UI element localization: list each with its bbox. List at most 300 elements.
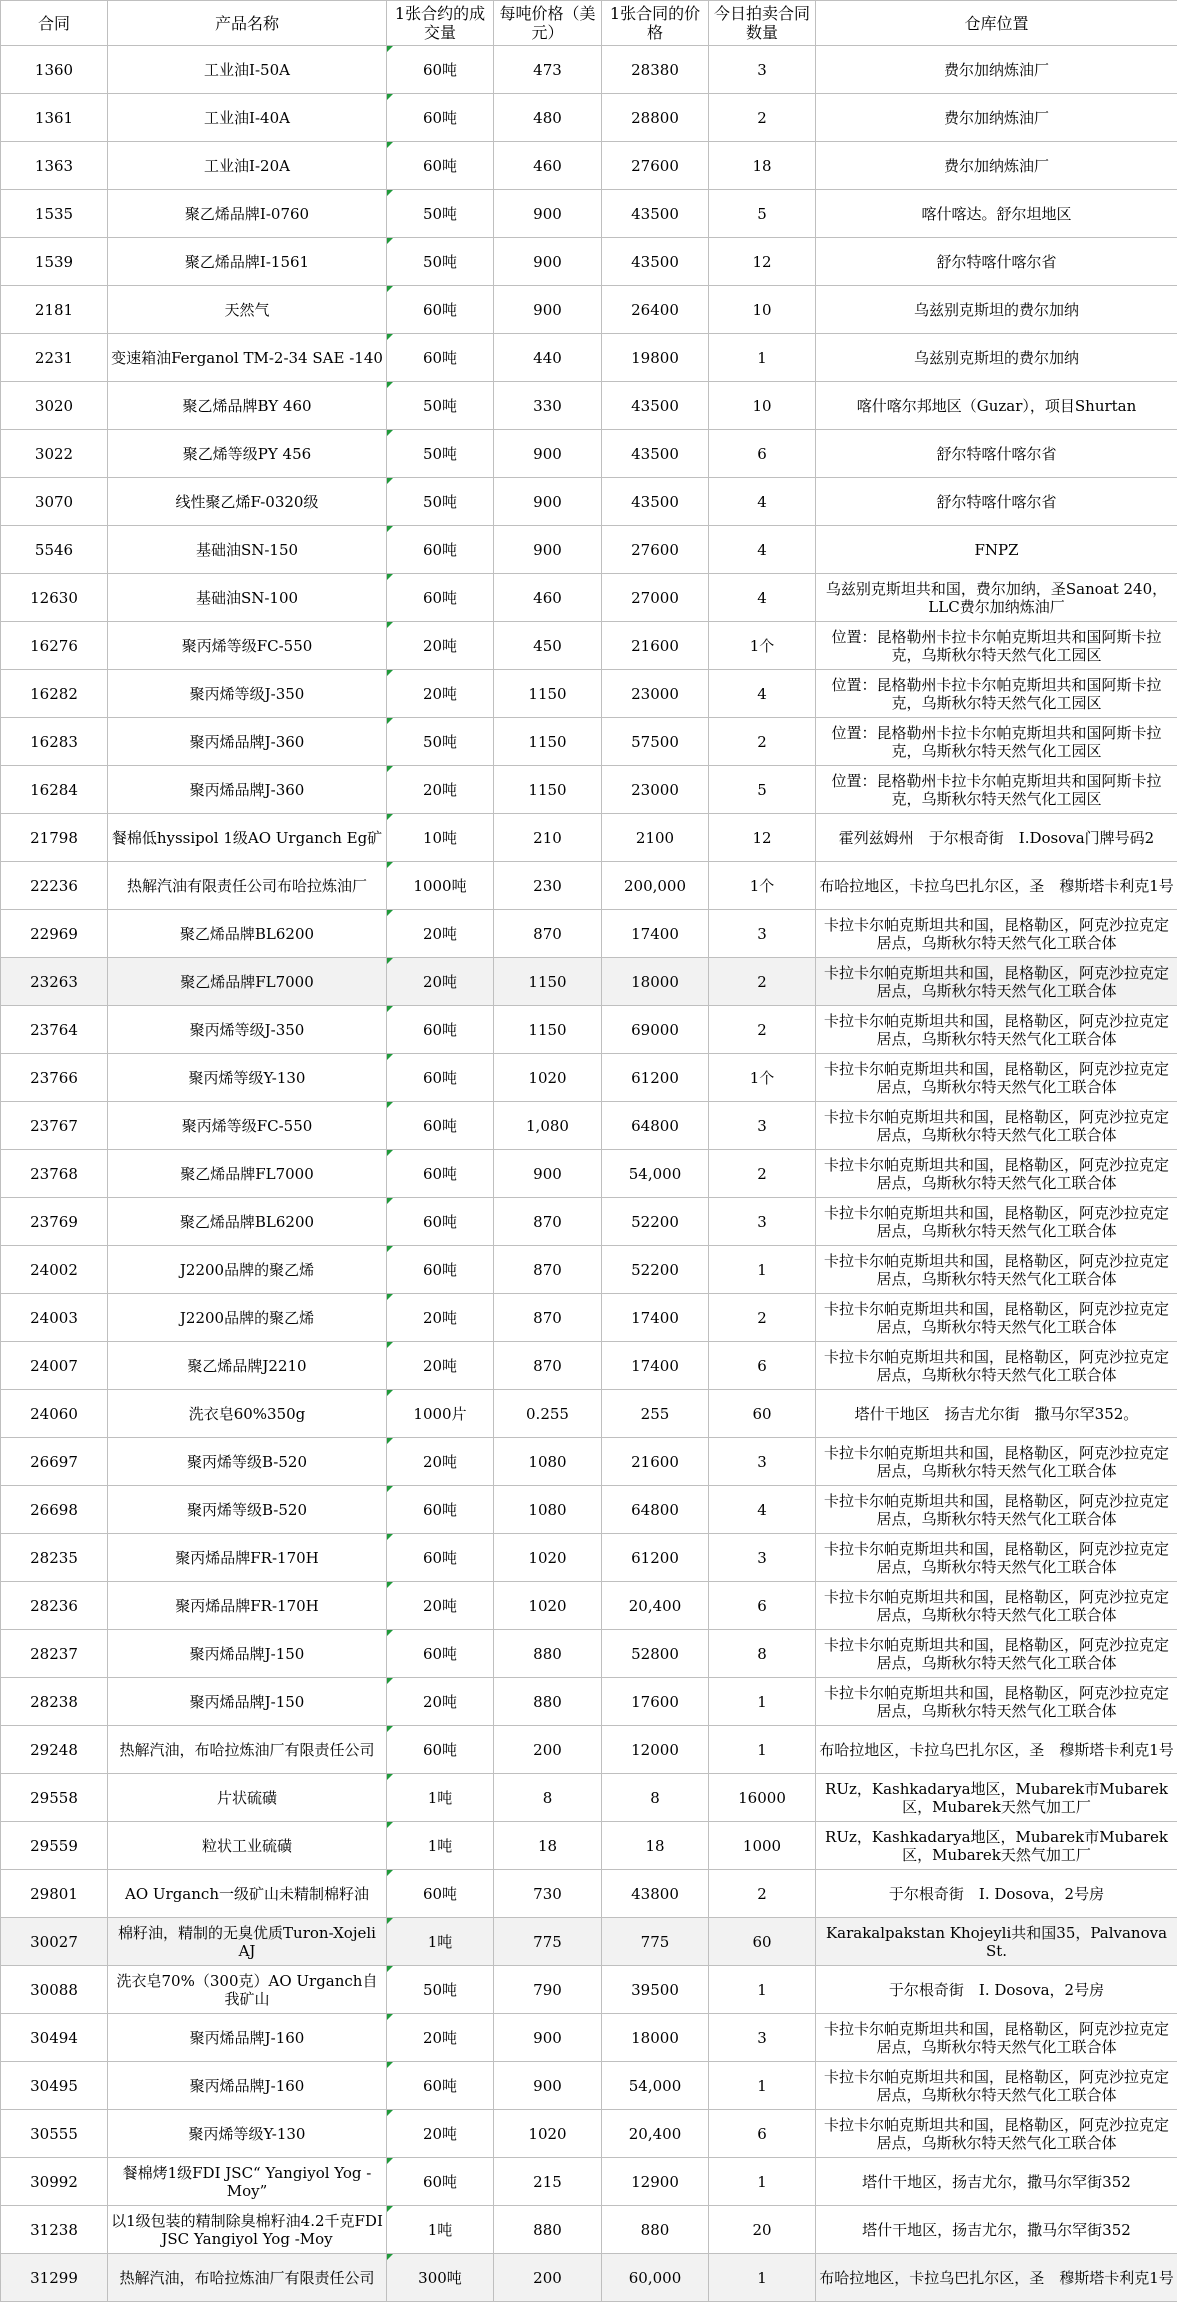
contract-id-cell: 23767 [1, 1102, 108, 1150]
price-per-ton-cell: 480 [494, 94, 602, 142]
contract-count-cell: 1 [709, 2254, 816, 2302]
warehouse-cell: 塔什干地区 扬吉尤尔街 撒马尔罕352。 [816, 1390, 1177, 1438]
price-per-ton-cell: 900 [494, 1150, 602, 1198]
product-name-cell: 聚丙烯等级FC-550 [108, 622, 387, 670]
contract-price-cell: 43500 [602, 430, 709, 478]
contract-price-cell: 23000 [602, 670, 709, 718]
contract-price-cell: 255 [602, 1390, 709, 1438]
price-per-ton-cell: 1080 [494, 1438, 602, 1486]
contract-price-cell: 28380 [602, 46, 709, 94]
price-per-ton-cell: 1150 [494, 670, 602, 718]
contract-price-cell: 17400 [602, 1294, 709, 1342]
table-row [1, 958, 1177, 1006]
volume-cell: 60吨 [387, 46, 494, 94]
contract-count-cell: 2 [709, 94, 816, 142]
volume-cell: 1吨 [387, 1774, 494, 1822]
contract-price-cell: 52800 [602, 1630, 709, 1678]
price-per-ton-cell: 730 [494, 1870, 602, 1918]
price-per-ton-cell: 1080 [494, 1486, 602, 1534]
contract-price-cell: 20,400 [602, 1582, 709, 1630]
contract-price-cell: 60,000 [602, 2254, 709, 2302]
contract-id-cell: 23766 [1, 1054, 108, 1102]
table-row [1, 2062, 1177, 2110]
contract-id-cell: 21798 [1, 814, 108, 862]
contract-price-cell: 12000 [602, 1726, 709, 1774]
contract-id-cell: 28236 [1, 1582, 108, 1630]
product-name-cell: 热解汽油，布哈拉炼油厂有限责任公司 [108, 2254, 387, 2302]
contract-count-cell: 3 [709, 1534, 816, 1582]
volume-cell: 20吨 [387, 958, 494, 1006]
volume-cell: 1吨 [387, 1918, 494, 1966]
contract-count-cell: 1个 [709, 1054, 816, 1102]
warehouse-cell: 于尔根奇街 I. Dosova，2号房 [816, 1966, 1177, 2014]
contract-count-cell: 1 [709, 1966, 816, 2014]
volume-cell: 50吨 [387, 238, 494, 286]
contract-id-cell: 1360 [1, 46, 108, 94]
volume-cell: 60吨 [387, 1054, 494, 1102]
warehouse-cell: 乌兹别克斯坦的费尔加纳 [816, 334, 1177, 382]
product-name-cell: 基础油SN-100 [108, 574, 387, 622]
contract-price-cell: 26400 [602, 286, 709, 334]
warehouse-cell: 费尔加纳炼油厂 [816, 46, 1177, 94]
product-name-cell: 以1级包装的精制除臭棉籽油4.2千克FDI JSC Yangiyol Yog -Moy [108, 2206, 387, 2254]
warehouse-cell: 卡拉卡尔帕克斯坦共和国，昆格勒区，阿克沙拉克定居点，乌斯秋尔特天然气化工联合体 [816, 1246, 1177, 1294]
product-name-cell: 聚丙烯品牌J-150 [108, 1678, 387, 1726]
price-per-ton-cell: 870 [494, 1246, 602, 1294]
contract-price-cell: 39500 [602, 1966, 709, 2014]
warehouse-cell: RUz，Kashkadarya地区，Mubarek市Mubarek区，Mubarek天然气加工厂 [816, 1822, 1177, 1870]
contract-count-cell: 6 [709, 1342, 816, 1390]
table-row [1, 1822, 1177, 1870]
product-name-cell: 聚乙烯品牌J2210 [108, 1342, 387, 1390]
table-row [1, 766, 1177, 814]
contract-id-cell: 26698 [1, 1486, 108, 1534]
table-row [1, 526, 1177, 574]
warehouse-cell: 卡拉卡尔帕克斯坦共和国，昆格勒区，阿克沙拉克定居点，乌斯秋尔特天然气化工联合体 [816, 1054, 1177, 1102]
volume-cell: 1000片 [387, 1390, 494, 1438]
contract-id-cell: 1363 [1, 142, 108, 190]
product-name-cell: 基础油SN-150 [108, 526, 387, 574]
table-row [1, 238, 1177, 286]
contract-id-cell: 23263 [1, 958, 108, 1006]
contract-count-cell: 1 [709, 1246, 816, 1294]
header-volume: 1张合约的成交量 [387, 1, 494, 46]
product-name-cell: 聚乙烯品牌I-1561 [108, 238, 387, 286]
volume-cell: 50吨 [387, 430, 494, 478]
warehouse-cell: 卡拉卡尔帕克斯坦共和国，昆格勒区，阿克沙拉克定居点，乌斯秋尔特天然气化工联合体 [816, 1582, 1177, 1630]
price-per-ton-cell: 460 [494, 142, 602, 190]
contract-id-cell: 31238 [1, 2206, 108, 2254]
contract-price-cell: 17400 [602, 1342, 709, 1390]
contract-id-cell: 23764 [1, 1006, 108, 1054]
product-name-cell: 聚乙烯品牌BY 460 [108, 382, 387, 430]
table-row [1, 2254, 1177, 2302]
product-name-cell: 聚乙烯等级PY 456 [108, 430, 387, 478]
contract-count-cell: 4 [709, 478, 816, 526]
contract-price-cell: 18000 [602, 958, 709, 1006]
product-name-cell: 聚丙烯等级B-520 [108, 1438, 387, 1486]
product-name-cell: 变速箱油Ferganol TM-2-34 SAE -140 [108, 334, 387, 382]
product-name-cell: 聚乙烯品牌BL6200 [108, 910, 387, 958]
warehouse-cell: 位置：昆格勒州卡拉卡尔帕克斯坦共和国阿斯卡拉克，乌斯秋尔特天然气化工园区 [816, 718, 1177, 766]
table-row [1, 1438, 1177, 1486]
contract-count-cell: 3 [709, 1438, 816, 1486]
contract-price-cell: 43500 [602, 238, 709, 286]
price-per-ton-cell: 870 [494, 910, 602, 958]
warehouse-cell: 布哈拉地区，卡拉乌巴扎尔区，圣 穆斯塔卡利克1号 [816, 2254, 1177, 2302]
contract-price-cell: 27600 [602, 142, 709, 190]
warehouse-cell: 位置：昆格勒州卡拉卡尔帕克斯坦共和国阿斯卡拉克，乌斯秋尔特天然气化工园区 [816, 766, 1177, 814]
contract-id-cell: 23768 [1, 1150, 108, 1198]
contract-id-cell: 22969 [1, 910, 108, 958]
volume-cell: 60吨 [387, 1534, 494, 1582]
product-name-cell: J2200品牌的聚乙烯 [108, 1246, 387, 1294]
product-name-cell: 聚乙烯品牌FL7000 [108, 958, 387, 1006]
table-row [1, 94, 1177, 142]
contract-price-cell: 57500 [602, 718, 709, 766]
contract-price-cell: 52200 [602, 1246, 709, 1294]
product-name-cell: 聚乙烯品牌FL7000 [108, 1150, 387, 1198]
warehouse-cell: 塔什干地区，扬吉尤尔，撒马尔罕街352 [816, 2206, 1177, 2254]
table-row [1, 1390, 1177, 1438]
contract-price-cell: 43800 [602, 1870, 709, 1918]
volume-cell: 20吨 [387, 1582, 494, 1630]
contract-id-cell: 29558 [1, 1774, 108, 1822]
contract-count-cell: 8 [709, 1630, 816, 1678]
warehouse-cell: 卡拉卡尔帕克斯坦共和国，昆格勒区，阿克沙拉克定居点，乌斯秋尔特天然气化工联合体 [816, 910, 1177, 958]
table-row [1, 1726, 1177, 1774]
product-name-cell: 洗衣皂60%350g [108, 1390, 387, 1438]
price-per-ton-cell: 880 [494, 2206, 602, 2254]
volume-cell: 60吨 [387, 1006, 494, 1054]
price-per-ton-cell: 0.255 [494, 1390, 602, 1438]
price-per-ton-cell: 1150 [494, 718, 602, 766]
contract-count-cell: 1 [709, 1726, 816, 1774]
contract-count-cell: 3 [709, 1102, 816, 1150]
contract-price-cell: 21600 [602, 622, 709, 670]
volume-cell: 50吨 [387, 190, 494, 238]
contract-id-cell: 23769 [1, 1198, 108, 1246]
contract-count-cell: 18 [709, 142, 816, 190]
volume-cell: 20吨 [387, 622, 494, 670]
contract-count-cell: 5 [709, 190, 816, 238]
warehouse-cell: 费尔加纳炼油厂 [816, 94, 1177, 142]
volume-cell: 60吨 [387, 1726, 494, 1774]
price-per-ton-cell: 1150 [494, 958, 602, 1006]
product-name-cell: 聚丙烯品牌J-360 [108, 766, 387, 814]
volume-cell: 1吨 [387, 1822, 494, 1870]
warehouse-cell: FNPZ [816, 526, 1177, 574]
contract-count-cell: 60 [709, 1918, 816, 1966]
price-per-ton-cell: 450 [494, 622, 602, 670]
contract-id-cell: 3020 [1, 382, 108, 430]
header-price-per-ton: 每吨价格（美元） [494, 1, 602, 46]
product-name-cell: 聚丙烯品牌FR-170H [108, 1534, 387, 1582]
volume-cell: 60吨 [387, 2062, 494, 2110]
contract-price-cell: 52200 [602, 1198, 709, 1246]
contract-id-cell: 3022 [1, 430, 108, 478]
contract-price-cell: 880 [602, 2206, 709, 2254]
contract-id-cell: 16283 [1, 718, 108, 766]
product-name-cell: 棉籽油，精制的无臭优质Turon-Xojeli AJ [108, 1918, 387, 1966]
table-row [1, 46, 1177, 94]
contract-id-cell: 29801 [1, 1870, 108, 1918]
product-name-cell: 聚丙烯品牌FR-170H [108, 1582, 387, 1630]
contract-price-cell: 18000 [602, 2014, 709, 2062]
contract-id-cell: 2231 [1, 334, 108, 382]
table-row [1, 1678, 1177, 1726]
volume-cell: 60吨 [387, 1486, 494, 1534]
contract-price-cell: 64800 [602, 1102, 709, 1150]
contract-price-cell: 43500 [602, 382, 709, 430]
contract-id-cell: 30992 [1, 2158, 108, 2206]
table-row [1, 190, 1177, 238]
contract-id-cell: 30494 [1, 2014, 108, 2062]
product-name-cell: 聚乙烯品牌I-0760 [108, 190, 387, 238]
contract-price-cell: 28800 [602, 94, 709, 142]
price-per-ton-cell: 200 [494, 1726, 602, 1774]
contract-id-cell: 16276 [1, 622, 108, 670]
table-row [1, 478, 1177, 526]
table-row [1, 718, 1177, 766]
price-per-ton-cell: 440 [494, 334, 602, 382]
contract-count-cell: 3 [709, 1198, 816, 1246]
table-row [1, 814, 1177, 862]
product-name-cell: J2200品牌的聚乙烯 [108, 1294, 387, 1342]
contract-count-cell: 6 [709, 430, 816, 478]
warehouse-cell: 卡拉卡尔帕克斯坦共和国，昆格勒区，阿克沙拉克定居点，乌斯秋尔特天然气化工联合体 [816, 1198, 1177, 1246]
contract-count-cell: 4 [709, 574, 816, 622]
contract-count-cell: 10 [709, 286, 816, 334]
contract-count-cell: 1个 [709, 622, 816, 670]
warehouse-cell: 卡拉卡尔帕克斯坦共和国，昆格勒区，阿克沙拉克定居点，乌斯秋尔特天然气化工联合体 [816, 1102, 1177, 1150]
warehouse-cell: 于尔根奇街 I. Dosova，2号房 [816, 1870, 1177, 1918]
product-name-cell: 聚丙烯等级Y-130 [108, 2110, 387, 2158]
contract-count-cell: 6 [709, 2110, 816, 2158]
price-per-ton-cell: 870 [494, 1294, 602, 1342]
warehouse-cell: 卡拉卡尔帕克斯坦共和国，昆格勒区，阿克沙拉克定居点，乌斯秋尔特天然气化工联合体 [816, 2062, 1177, 2110]
volume-cell: 50吨 [387, 718, 494, 766]
price-per-ton-cell: 870 [494, 1198, 602, 1246]
contract-id-cell: 24060 [1, 1390, 108, 1438]
table-row [1, 1006, 1177, 1054]
contract-id-cell: 28235 [1, 1534, 108, 1582]
warehouse-cell: 卡拉卡尔帕克斯坦共和国，昆格勒区，阿克沙拉克定居点，乌斯秋尔特天然气化工联合体 [816, 1534, 1177, 1582]
contract-count-cell: 6 [709, 1582, 816, 1630]
contract-price-cell: 19800 [602, 334, 709, 382]
table-row [1, 382, 1177, 430]
contract-id-cell: 30088 [1, 1966, 108, 2014]
price-per-ton-cell: 8 [494, 1774, 602, 1822]
table-row [1, 1582, 1177, 1630]
contract-id-cell: 22236 [1, 862, 108, 910]
table-row [1, 1102, 1177, 1150]
volume-cell: 50吨 [387, 1966, 494, 2014]
contract-count-cell: 2 [709, 1006, 816, 1054]
product-name-cell: AO Urganch一级矿山未精制棉籽油 [108, 1870, 387, 1918]
product-name-cell: 聚乙烯品牌BL6200 [108, 1198, 387, 1246]
product-name-cell: 餐棉低hyssipol 1级AO Urganch Eg矿 [108, 814, 387, 862]
warehouse-cell: 喀什喀尔邦地区（Guzar），项目Shurtan [816, 382, 1177, 430]
price-per-ton-cell: 1150 [494, 1006, 602, 1054]
table-row [1, 1870, 1177, 1918]
volume-cell: 60吨 [387, 142, 494, 190]
warehouse-cell: 卡拉卡尔帕克斯坦共和国，昆格勒区，阿克沙拉克定居点，乌斯秋尔特天然气化工联合体 [816, 2014, 1177, 2062]
contract-price-cell: 27600 [602, 526, 709, 574]
contract-count-cell: 4 [709, 526, 816, 574]
contract-price-cell: 54,000 [602, 2062, 709, 2110]
table-row [1, 670, 1177, 718]
price-per-ton-cell: 330 [494, 382, 602, 430]
price-per-ton-cell: 870 [494, 1342, 602, 1390]
product-name-cell: 餐棉烤1级FDI JSC“ Yangiyol Yog -Moy” [108, 2158, 387, 2206]
contract-count-cell: 2 [709, 1870, 816, 1918]
price-per-ton-cell: 18 [494, 1822, 602, 1870]
price-per-ton-cell: 900 [494, 286, 602, 334]
price-per-ton-cell: 473 [494, 46, 602, 94]
price-per-ton-cell: 210 [494, 814, 602, 862]
contract-count-cell: 2 [709, 1294, 816, 1342]
warehouse-cell: 卡拉卡尔帕克斯坦共和国，昆格勒区，阿克沙拉克定居点，乌斯秋尔特天然气化工联合体 [816, 1438, 1177, 1486]
header-row [1, 1, 1177, 46]
table-row [1, 2014, 1177, 2062]
contract-price-cell: 12900 [602, 2158, 709, 2206]
price-per-ton-cell: 900 [494, 238, 602, 286]
table-row [1, 1966, 1177, 2014]
price-per-ton-cell: 1020 [494, 1534, 602, 1582]
contract-count-cell: 2 [709, 1150, 816, 1198]
contract-count-cell: 2 [709, 958, 816, 1006]
product-name-cell: 工业油I-40A [108, 94, 387, 142]
product-name-cell: 聚丙烯等级Y-130 [108, 1054, 387, 1102]
warehouse-cell: 布哈拉地区，卡拉乌巴扎尔区，圣 穆斯塔卡利克1号 [816, 862, 1177, 910]
volume-cell: 20吨 [387, 670, 494, 718]
warehouse-cell: 喀什喀达。舒尔坦地区 [816, 190, 1177, 238]
contract-count-cell: 1 [709, 2062, 816, 2110]
volume-cell: 20吨 [387, 1342, 494, 1390]
table-row [1, 1294, 1177, 1342]
volume-cell: 20吨 [387, 1678, 494, 1726]
contract-id-cell: 24002 [1, 1246, 108, 1294]
contract-id-cell: 1539 [1, 238, 108, 286]
volume-cell: 60吨 [387, 286, 494, 334]
contract-price-cell: 64800 [602, 1486, 709, 1534]
contract-count-cell: 12 [709, 814, 816, 862]
product-name-cell: 聚丙烯品牌J-150 [108, 1630, 387, 1678]
contract-count-cell: 10 [709, 382, 816, 430]
product-name-cell: 聚丙烯品牌J-160 [108, 2014, 387, 2062]
volume-cell: 20吨 [387, 766, 494, 814]
table-row [1, 1918, 1177, 1966]
contract-id-cell: 12630 [1, 574, 108, 622]
volume-cell: 20吨 [387, 910, 494, 958]
contract-id-cell: 30495 [1, 2062, 108, 2110]
contract-count-cell: 1 [709, 2158, 816, 2206]
contract-id-cell: 29248 [1, 1726, 108, 1774]
contract-id-cell: 29559 [1, 1822, 108, 1870]
contract-price-cell: 43500 [602, 190, 709, 238]
warehouse-cell: 卡拉卡尔帕克斯坦共和国，昆格勒区，阿克沙拉克定居点，乌斯秋尔特天然气化工联合体 [816, 1486, 1177, 1534]
table-row [1, 1246, 1177, 1294]
contract-count-cell: 3 [709, 46, 816, 94]
table-row [1, 1774, 1177, 1822]
table-row [1, 2158, 1177, 2206]
product-name-cell: 线性聚乙烯F-0320级 [108, 478, 387, 526]
product-name-cell: 聚丙烯等级J-350 [108, 1006, 387, 1054]
price-per-ton-cell: 200 [494, 2254, 602, 2302]
warehouse-cell: 霍列兹姆州 于尔根奇街 I.Dosova门牌号码2 [816, 814, 1177, 862]
warehouse-cell: 费尔加纳炼油厂 [816, 142, 1177, 190]
volume-cell: 60吨 [387, 2158, 494, 2206]
warehouse-cell: 卡拉卡尔帕克斯坦共和国，昆格勒区，阿克沙拉克定居点，乌斯秋尔特天然气化工联合体 [816, 1342, 1177, 1390]
header-contract-count: 今日拍卖合同数量 [709, 1, 816, 46]
price-per-ton-cell: 215 [494, 2158, 602, 2206]
contract-id-cell: 5546 [1, 526, 108, 574]
table-row [1, 142, 1177, 190]
contract-count-cell: 1 [709, 1678, 816, 1726]
contract-price-cell: 200,000 [602, 862, 709, 910]
warehouse-cell: 舒尔特喀什喀尔省 [816, 238, 1177, 286]
price-per-ton-cell: 1020 [494, 1582, 602, 1630]
contract-price-cell: 18 [602, 1822, 709, 1870]
contract-id-cell: 16284 [1, 766, 108, 814]
volume-cell: 60吨 [387, 1150, 494, 1198]
product-name-cell: 聚丙烯等级FC-550 [108, 1102, 387, 1150]
product-name-cell: 工业油I-50A [108, 46, 387, 94]
warehouse-cell: 乌兹别克斯坦共和国，费尔加纳，圣Sanoat 240，LLC费尔加纳炼油厂 [816, 574, 1177, 622]
contract-id-cell: 3070 [1, 478, 108, 526]
product-name-cell: 热解汽油，布哈拉炼油厂有限责任公司 [108, 1726, 387, 1774]
warehouse-cell: 卡拉卡尔帕克斯坦共和国，昆格勒区，阿克沙拉克定居点，乌斯秋尔特天然气化工联合体 [816, 958, 1177, 1006]
contract-id-cell: 30555 [1, 2110, 108, 2158]
contract-count-cell: 1000 [709, 1822, 816, 1870]
table-row [1, 1534, 1177, 1582]
price-per-ton-cell: 230 [494, 862, 602, 910]
contract-price-cell: 2100 [602, 814, 709, 862]
contract-id-cell: 1361 [1, 94, 108, 142]
volume-cell: 60吨 [387, 1630, 494, 1678]
warehouse-cell: 布哈拉地区，卡拉乌巴扎尔区，圣 穆斯塔卡利克1号 [816, 1726, 1177, 1774]
warehouse-cell: 卡拉卡尔帕克斯坦共和国，昆格勒区，阿克沙拉克定居点，乌斯秋尔特天然气化工联合体 [816, 1678, 1177, 1726]
volume-cell: 60吨 [387, 1870, 494, 1918]
price-per-ton-cell: 900 [494, 2062, 602, 2110]
contract-price-cell: 8 [602, 1774, 709, 1822]
contract-price-cell: 43500 [602, 478, 709, 526]
contract-id-cell: 30027 [1, 1918, 108, 1966]
header-contract: 合同 [1, 1, 108, 46]
price-per-ton-cell: 900 [494, 526, 602, 574]
contract-count-cell: 2 [709, 718, 816, 766]
volume-cell: 60吨 [387, 94, 494, 142]
product-name-cell: 聚丙烯等级J-350 [108, 670, 387, 718]
volume-cell: 60吨 [387, 574, 494, 622]
volume-cell: 20吨 [387, 2014, 494, 2062]
contract-count-cell: 16000 [709, 1774, 816, 1822]
table-row [1, 910, 1177, 958]
product-name-cell: 片状硫磺 [108, 1774, 387, 1822]
warehouse-cell: 卡拉卡尔帕克斯坦共和国，昆格勒区，阿克沙拉克定居点，乌斯秋尔特天然气化工联合体 [816, 1630, 1177, 1678]
warehouse-cell: 位置：昆格勒州卡拉卡尔帕克斯坦共和国阿斯卡拉克，乌斯秋尔特天然气化工园区 [816, 622, 1177, 670]
contract-price-cell: 61200 [602, 1534, 709, 1582]
product-name-cell: 粒状工业硫磺 [108, 1822, 387, 1870]
header-product-name: 产品名称 [108, 1, 387, 46]
contract-id-cell: 24007 [1, 1342, 108, 1390]
contract-id-cell: 26697 [1, 1438, 108, 1486]
contract-price-cell: 20,400 [602, 2110, 709, 2158]
contract-count-cell: 12 [709, 238, 816, 286]
price-per-ton-cell: 880 [494, 1630, 602, 1678]
contract-price-cell: 27000 [602, 574, 709, 622]
